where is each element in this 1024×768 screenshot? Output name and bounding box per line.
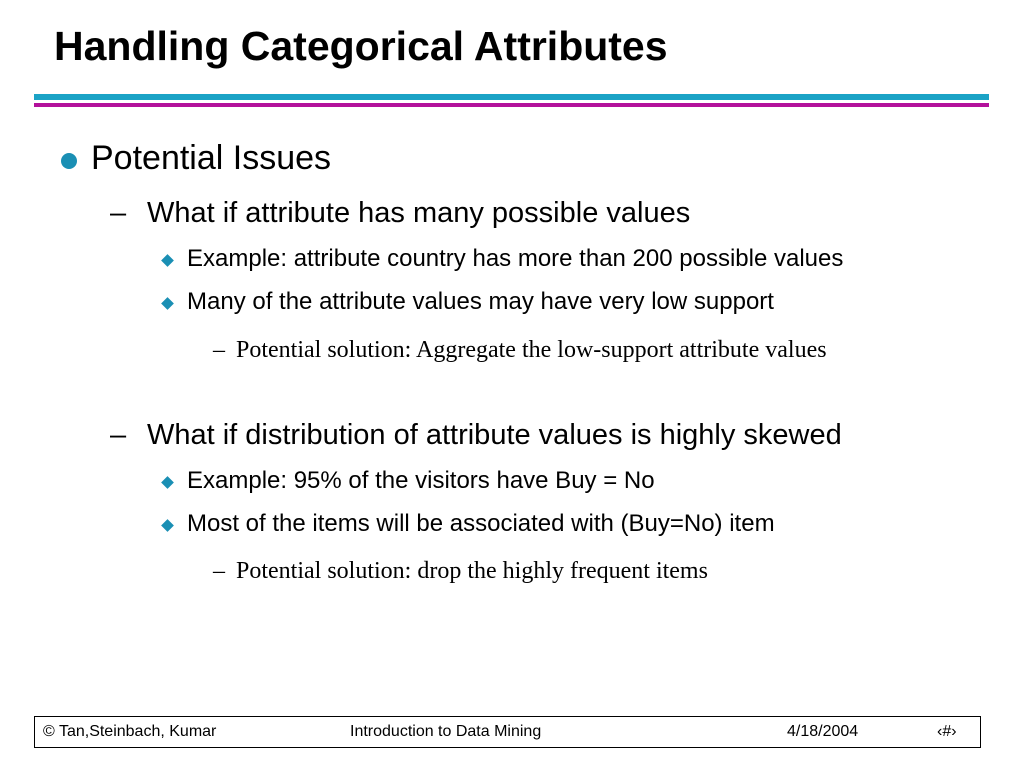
bullet-text-level1: Potential Issues: [91, 139, 332, 177]
bullet-text-level4: Potential solution: drop the highly frequent items: [236, 558, 708, 584]
footer-page-number: ‹#›: [937, 723, 957, 740]
bullet-text-level3: Example: 95% of the visitors have Buy = No: [187, 467, 655, 494]
slide-title: Handling Categorical Attributes: [54, 23, 668, 69]
dash-marker: –: [110, 197, 127, 229]
dash-marker: –: [213, 558, 225, 584]
bullet-text-level2: What if attribute has many possible values: [147, 197, 691, 229]
footer-date: 4/18/2004: [787, 723, 859, 740]
dash-marker: –: [213, 337, 225, 363]
bullet-text-level3: Example: attribute country has more than 200 possible values: [187, 245, 844, 272]
bullet-text-level4: Potential solution: Aggregate the low-support attribute values: [236, 337, 827, 363]
footer-book-title: Introduction to Data Mining: [350, 723, 542, 740]
diamond-bullet-icon: [161, 254, 174, 267]
diamond-bullet-icon: [161, 476, 174, 489]
diamond-bullet-icon: [161, 297, 174, 310]
bullet-text-level2: What if distribution of attribute values is highly skewed: [147, 419, 842, 451]
bullet-text-level3: Many of the attribute values may have very low support: [187, 288, 774, 315]
footer-authors: © Tan,Steinbach, Kumar: [43, 723, 217, 740]
diamond-bullet-icon: [161, 519, 174, 532]
bullet-dot-icon: [61, 153, 77, 169]
slide-footer: [34, 716, 981, 748]
bullet-text-level3: Most of the items will be associated with (Buy=No) item: [187, 510, 775, 537]
title-rule-magenta: [34, 103, 989, 107]
dash-marker: –: [110, 419, 127, 451]
